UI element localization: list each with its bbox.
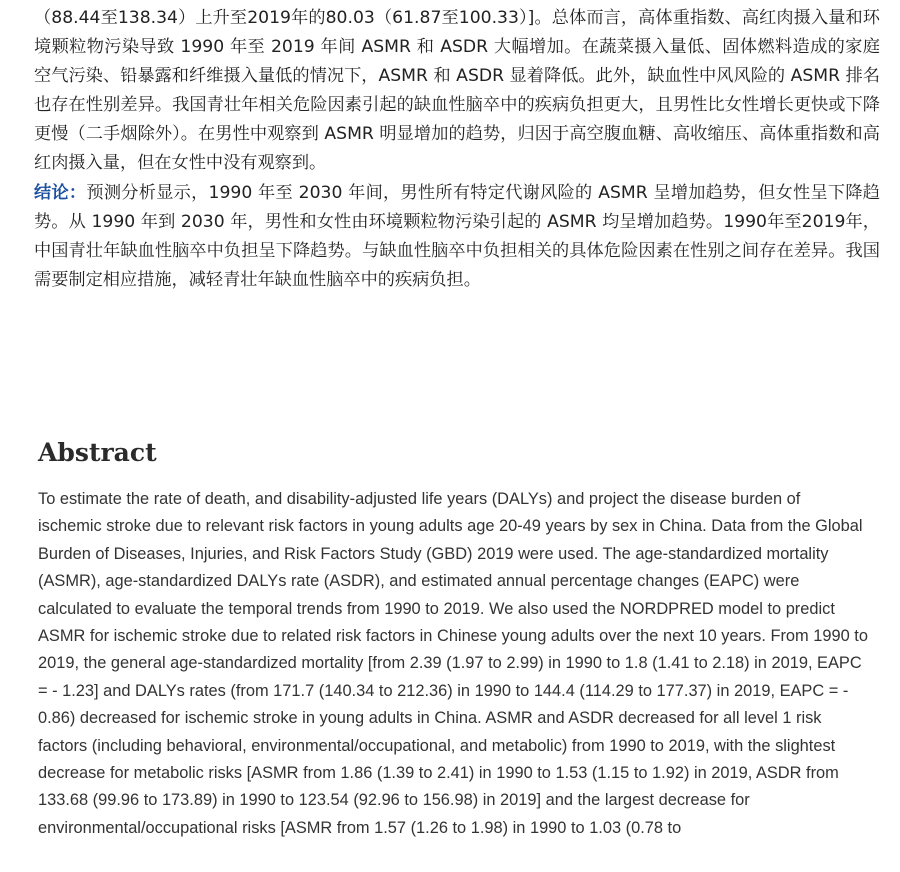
chinese-abstract-section	[34, 4, 880, 295]
abstract-heading: Abstract	[38, 438, 157, 467]
conclusion-label: 结论：	[34, 182, 87, 203]
results-continuation-paragraph: （88.44至138.34）上升至2019年的80.03（61.87至100.33）]。总体而言，高体重指数、高红肉摄入量和环境颗粒物污染导致 1990 年至 2019 年间 ASMR 和 ASDR 大幅增加。在蔬菜摄入量低、固体燃料造成的家庭空气污染、铅暴露和纤维摄入量低的情况下，ASMR 和 ASDR 显着降低。此外，缺血性中风风险的 ASMR 排名也存在性别差异。我国青壮年相关危险因素引起的缺血性脑卒中的疾病负担更大，且男性比女性增长更快或下降更慢（二手烟除外）。在男性中观察到 ASMR 明显增加的趋势，归因于高空腹血糖、高收缩压、高体重指数和高红肉摄入量，但在女性中没有观察到。	[34, 8, 880, 174]
conclusion-text: 预测分析显示，1990 年至 2030 年间，男性所有特定代谢风险的 ASMR 呈增加趋势，但女性呈下降趋势。从 1990 年到 2030 年，男性和女性由环境颗粒物污染引起的 ASMR 均呈增加趋势。1990年至2019年，中国青壮年缺血性脑卒中负担呈下降趋势。与缺血性脑卒中负担相关的具体危险因素在性别之间存在差异。我国需要制定相应措施，减轻青壮年缺血性脑卒中的疾病负担。	[34, 182, 880, 290]
abstract-body: To estimate the rate of death, and disability-adjusted life years (DALYs) and project the disease burden of ischemic stroke due to relevant risk factors in young adults age 20-49 years by sex in China. Data from the Global Burden of Diseases, Injuries, and Risk Factors Study (GBD) 2019 were used. The age-standardized mortality (ASMR), age-standardized DALYs rate (ASDR), and estimated annual percentage changes (EAPC) were calculated to evaluate the temporal trends from 1990 to 2019. We also used the NORDPRED model to predict ASMR for ischemic stroke due to related risk factors in Chinese young adults over the next 10 years. From 1990 to 2019, the general age-standardized mortality [from 2.39 (1.97 to 2.99) in 1990 to 1.8 (1.41 to 2.18) in 2019, EAPC = - 1.23] and DALYs rates (from 171.7 (140.34 to 212.36) in 1990 to 144.4 (114.29 to 177.37) in 2019, EAPC = - 0.86) decreased for ischemic stroke in young adults in China. ASMR and ASDR decreased for all level 1 risk factors (including behavioral, environmental/occupational, and metabolic) from 1990 to 2019, with the slightest decrease for metabolic risks [ASMR from 1.86 (1.39 to 2.41) in 1990 to 1.53 (1.15 to 1.92) in 2019, ASDR from 133.68 (99.96 to 173.89) in 1990 to 123.54 (92.96 to 156.98) in 2019] and the largest decrease for environmental/occupational risks [ASMR from 1.57 (1.26 to 1.98) in 1990 to 1.03 (0.78 to	[38, 490, 868, 837]
conclusion-paragraph	[34, 179, 880, 295]
